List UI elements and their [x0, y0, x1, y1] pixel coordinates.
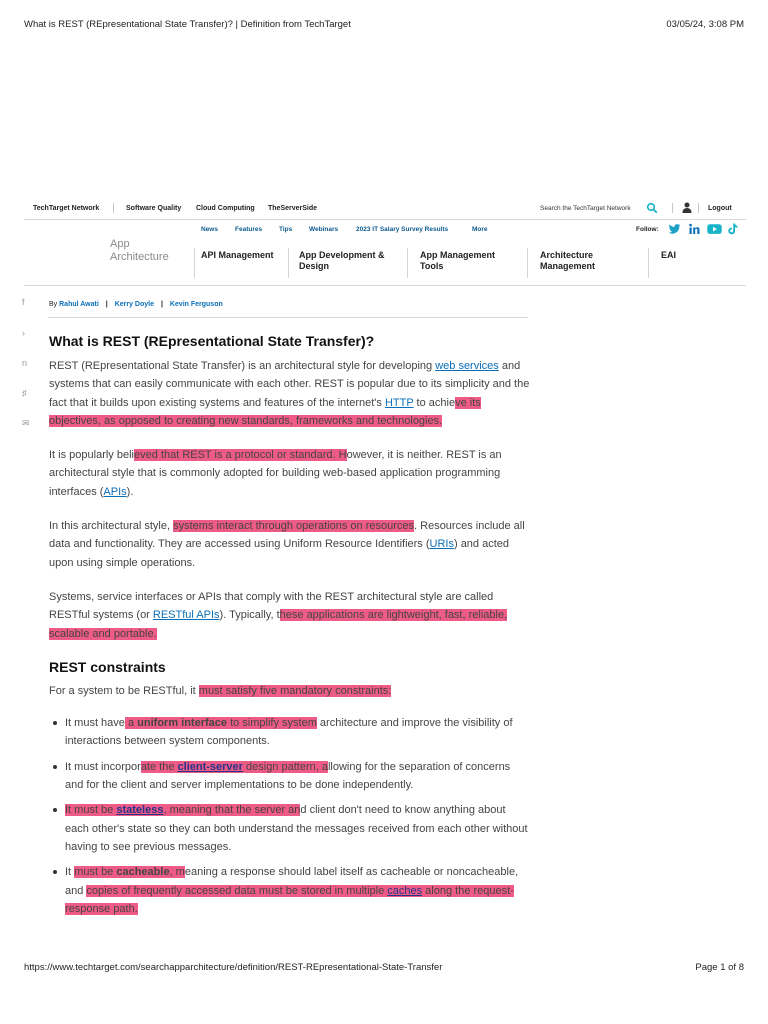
keyword: cacheable [116, 866, 170, 879]
list-item [49, 801, 531, 856]
nav-more[interactable]: More [472, 226, 488, 233]
divider [698, 203, 699, 213]
byline [49, 301, 223, 308]
highlight: systems interact through operations on resources [173, 520, 415, 533]
divider [407, 248, 408, 278]
article-title: What is REST (REpresentational State Transfer)? [49, 333, 375, 349]
text: Systems, service interfaces or APIs that comply with the REST architectural style are called RESTful systems (or [49, 590, 494, 622]
twitter-icon[interactable] [668, 223, 681, 235]
twitter-share-icon[interactable]: › [22, 328, 25, 338]
text: d client don't need to know anything about each other's state so they can both understand the messages received from each other without having to see previous messages. [65, 804, 528, 853]
print-footer [24, 962, 744, 976]
print-datetime: 03/05/24, 3:08 PM [666, 19, 744, 30]
text: architecture and improve the visibility of interactions between system components. [65, 717, 513, 748]
text: ). Typically, t [219, 609, 280, 622]
link-stateless[interactable]: stateless [116, 804, 164, 817]
link-restful-apis[interactable]: RESTful APIs [152, 609, 220, 622]
facebook-share-icon[interactable]: f [22, 297, 25, 307]
highlight: ve its objectives, as opposed to creating new standards, frameworks and technologies. [49, 396, 481, 427]
youtube-icon[interactable] [707, 223, 722, 235]
section-heading: REST constraints [49, 658, 166, 675]
text: owever, it is neither. REST is an architectural style that is commonly adopted for building web-based application programming interfaces ( [49, 449, 502, 498]
user-icon[interactable] [682, 202, 692, 213]
author-link[interactable]: Kerry Doyle [114, 301, 154, 308]
link-caches[interactable]: caches [387, 884, 423, 897]
print-page-title: What is REST (REpresentational State Transfer)? | Definition from TechTarget [24, 19, 351, 30]
text: along the request-response path. [65, 884, 514, 915]
nav-webinars[interactable]: Webinars [309, 226, 339, 233]
author-link[interactable]: Kevin Ferguson [169, 301, 223, 308]
divider: | [105, 301, 108, 308]
divider [672, 203, 673, 213]
network-bar [24, 198, 746, 220]
text: , meaning that the server an [163, 804, 301, 817]
highlight: hese applications are lightweight, fast, reliable, scalable and portable. [49, 609, 508, 640]
text: ate the [140, 760, 178, 773]
print-header [24, 19, 744, 33]
paragraph [49, 446, 531, 501]
text: It [65, 866, 75, 879]
linkedin-share-icon[interactable]: n [22, 358, 28, 368]
network-link-theserverside[interactable]: TheServerSide [268, 205, 318, 212]
linkedin-icon[interactable] [689, 223, 700, 235]
text: and systems that can easily communicate with each other. REST is popular due to its simplicity and the fact that it builds upon existing systems and features of the internet's [49, 360, 530, 409]
nav-salary-survey[interactable]: 2023 IT Salary Survey Results [356, 226, 449, 233]
link-web-services[interactable]: web services [435, 360, 499, 372]
article-body [49, 332, 531, 925]
keyword: uniform interface [137, 717, 228, 730]
text: design pattern, a [242, 760, 328, 773]
byline-prefix: By [49, 301, 58, 308]
divider [648, 248, 649, 278]
text: ). [126, 485, 134, 498]
list-item [49, 714, 531, 751]
divider [113, 203, 114, 213]
nav-tips[interactable]: Tips [279, 226, 293, 233]
text: must be [74, 866, 117, 879]
network-link-cloud-computing[interactable]: Cloud Computing [196, 205, 255, 212]
divider [288, 248, 289, 278]
list-item [49, 863, 531, 918]
text: eaning a response should label itself as cacheable or noncacheable, and [65, 866, 519, 897]
link-apis[interactable]: APIs [103, 485, 127, 498]
print-url: https://www.techtarget.com/searchapparchitecture/definition/REST-REpresentational-State-Transfer [24, 962, 443, 973]
text: . Resources include all data and functionality. They are accessed using Uniform Resource Identifiers ( [49, 520, 525, 551]
text: llowing for the separation of concerns and for the client and server implementations to be done independently. [65, 760, 511, 792]
text: ) and acted upon using simple operations. [49, 538, 510, 569]
search-input[interactable]: Search the TechTarget Network [540, 205, 631, 212]
divider: | [160, 301, 163, 308]
text: a [124, 717, 138, 730]
highlight [141, 761, 328, 773]
text: , m [169, 866, 185, 879]
constraints-list [49, 714, 531, 918]
text: It must be [65, 804, 117, 817]
topic-app-development-design[interactable]: App Development & Design [299, 250, 385, 271]
highlight [74, 866, 185, 878]
divider [24, 285, 746, 286]
author-link[interactable]: Rahul Awati [59, 301, 99, 308]
divider [527, 248, 528, 278]
highlight: must satisfy five mandatory constraints: [198, 684, 392, 697]
highlight [65, 885, 514, 915]
email-share-icon[interactable]: ✉ [22, 418, 30, 428]
tiktok-icon[interactable] [728, 223, 738, 235]
paragraph [49, 517, 531, 572]
divider [194, 248, 195, 278]
highlight [125, 717, 317, 729]
divider [48, 317, 528, 318]
link-client-server[interactable]: client-server [177, 760, 243, 773]
topic-eai[interactable]: EAI [661, 250, 677, 260]
section-title[interactable]: App Architecture [110, 238, 169, 263]
search-icon[interactable] [646, 202, 658, 214]
print-page-number: Page 1 of 8 [695, 962, 744, 973]
nav-news[interactable]: News [201, 226, 218, 233]
logout-link[interactable]: Logout [708, 205, 732, 212]
text: copies of frequently accessed data must be stored in multiple [86, 884, 388, 897]
text: It must incorpor [65, 760, 141, 773]
text: REST (REpresentational State Transfer) is an architectural style for developing [49, 360, 436, 372]
paragraph [49, 357, 531, 430]
paragraph [49, 588, 531, 643]
topic-api-management[interactable]: API Management [201, 250, 274, 260]
reddit-share-icon[interactable]: ♯ [22, 388, 27, 398]
topic-architecture-management[interactable]: Architecture Management [540, 250, 596, 271]
topic-app-management-tools[interactable]: App Management Tools [420, 250, 496, 271]
nav-features[interactable]: Features [235, 226, 263, 233]
list-item [49, 758, 531, 795]
paragraph [49, 682, 531, 700]
text: to achie [413, 396, 456, 409]
link-http[interactable]: HTTP [384, 396, 414, 409]
highlight [65, 804, 300, 816]
network-link-software-quality[interactable]: Software Quality [126, 205, 182, 212]
text: It is popularly beli [49, 449, 134, 462]
follow-label: Follow: [636, 226, 659, 233]
network-link-techtarget[interactable]: TechTarget Network [33, 205, 100, 212]
text: In this architectural style, [49, 520, 174, 533]
text: to simplify system [227, 717, 317, 730]
text: It must have [65, 717, 125, 730]
link-uris[interactable]: URIs [429, 538, 454, 551]
text: For a system to be RESTful, it [49, 684, 199, 697]
highlight: eved that REST is a protocol or standard. H [134, 449, 347, 462]
